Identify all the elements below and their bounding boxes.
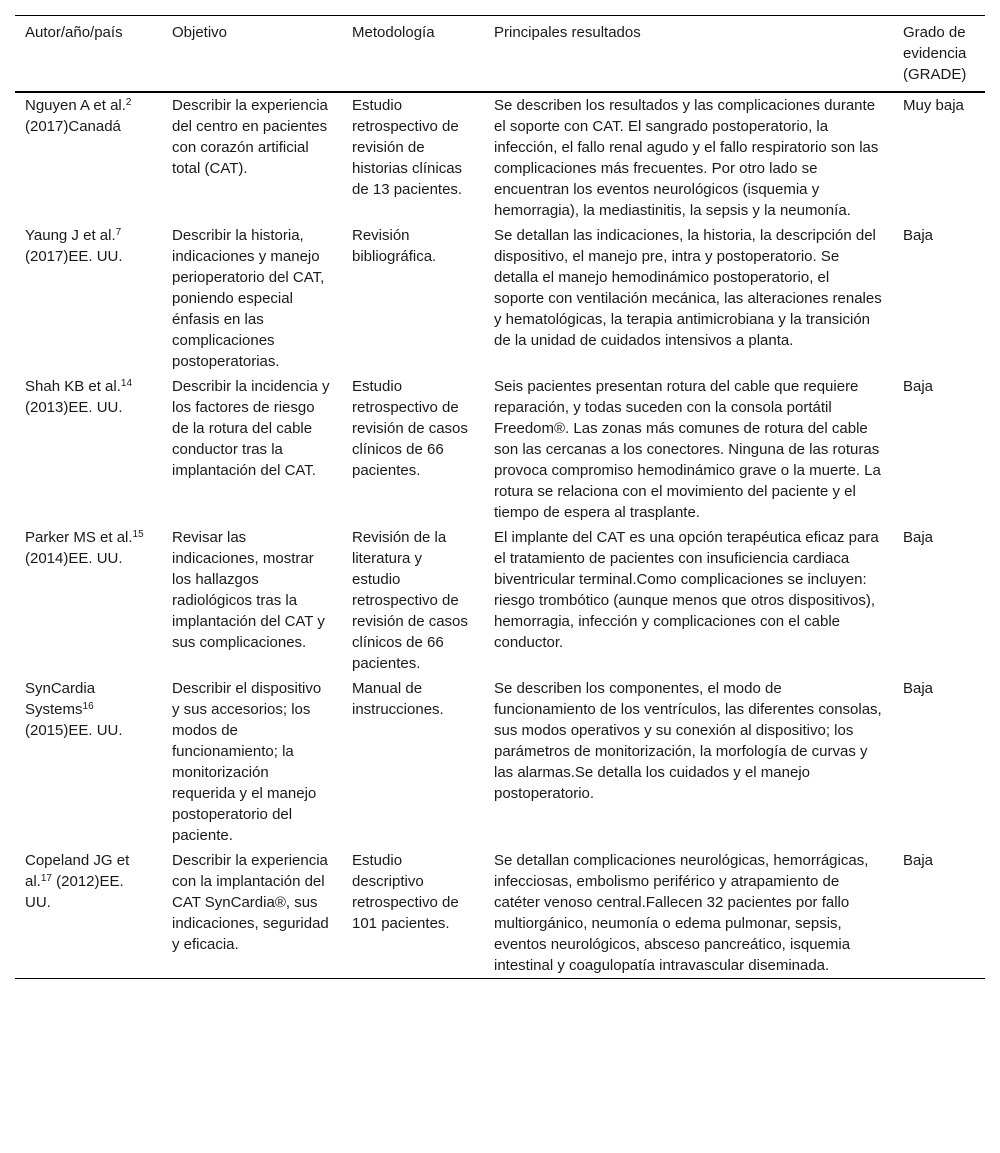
cell-objective: Revisar las indicaciones, mostrar los hallazgos radiológicos tras la implantación del CAT y sus complicaciones. <box>172 529 325 651</box>
table-row <box>15 223 985 374</box>
reference-number: 2 <box>125 97 132 108</box>
cell-results: Se detallan las indicaciones, la historia, la descripción del dispositivo, el manejo pre, intra y postoperatorio. Se detalla el manejo hemodinámico postoperatorio, el soporte con ventilación mecánica, las alteraciones renales y hematológicas, la terapia antimicrobiana y la transición de la unidad de cuidados intensivos a planta. <box>494 227 882 349</box>
author-name: Shah KB et al. <box>25 378 121 395</box>
cell-results: Se detallan complicaciones neurológicas, hemorrágicas, infecciosas, embolismo periférico y atrapamiento de catéter venoso central.Fallecen 32 pacientes por fallo multiorgánico, neumonía o edema pulmonar, sepsis, eventos neurológicos, absceso pancreático, isquemia intestinal y coagulopatía intravascular diseminada. <box>494 852 869 974</box>
cell-results: Se describen los componentes, el modo de funcionamiento de los ventrículos, las diferentes consolas, sus modos operativos y su conexión al dispositivo; los parámetros de monitorización, la morfología de curvas y las alarmas.Se detalla los cuidados y el manejo postoperatorio. <box>494 680 882 802</box>
cell-author <box>15 374 162 525</box>
reference-number: 16 <box>82 701 94 712</box>
table-row <box>15 92 985 223</box>
header-row <box>15 16 985 93</box>
table-body <box>15 92 985 979</box>
cell-evidence: Baja <box>903 680 934 697</box>
cell-results: Se describen los resultados y las complicaciones durante el soporte con CAT. El sangrado postoperatorio, la infección, el fallo renal agudo y el fallo respiratorio son las complicaciones más frecuentes. Por otro lado se encuentran los eventos neurológicos (isquemia y hemorragia), la mediastinitis, la sepsis y la neumonía. <box>494 97 879 219</box>
author-year-country: (2014)EE. UU. <box>25 550 123 567</box>
cell-objective: Describir el dispositivo y sus accesorios; los modos de funcionamiento; la monitorización requerida y el manejo postoperatorio del paciente. <box>172 680 322 844</box>
author-year-country: (2013)EE. UU. <box>25 399 123 416</box>
table-row <box>15 525 985 676</box>
cell-objective: Describir la incidencia y los factores de riesgo de la rotura del cable conductor tras la implantación del CAT. <box>172 378 330 479</box>
reference-number: 14 <box>120 378 133 389</box>
header-objective: Objetivo <box>172 24 228 41</box>
cell-methodology: Estudio retrospectivo de revisión de historias clínicas de 13 pacientes. <box>352 97 463 198</box>
cell-evidence: Baja <box>903 378 934 395</box>
cell-author <box>15 848 162 979</box>
author-name: Copeland JG et al. <box>25 852 130 890</box>
table-header <box>15 16 985 93</box>
cell-objective: Describir la historia, indicaciones y manejo perioperatorio del CAT, poniendo especial énfasis en las complicaciones postoperatorias. <box>172 227 325 370</box>
cell-methodology: Manual de instrucciones. <box>352 680 444 718</box>
header-methodology: Metodología <box>352 24 435 41</box>
cell-author <box>15 92 162 223</box>
author-name: Parker MS et al. <box>25 529 133 546</box>
author-year-country: (2015)EE. UU. <box>25 722 123 739</box>
cell-evidence: Baja <box>903 227 934 244</box>
cell-methodology: Revisión bibliográfica. <box>352 227 437 265</box>
table-row <box>15 374 985 525</box>
cell-methodology: Estudio descriptivo retrospectivo de 101 pacientes. <box>352 852 459 932</box>
cell-evidence: Muy baja <box>903 97 964 114</box>
cell-author <box>15 223 162 374</box>
cell-author <box>15 676 162 848</box>
header-evidence: Grado de evidencia (GRADE) <box>903 24 967 83</box>
author-year-country: (2017)Canadá <box>25 118 121 135</box>
cell-results: El implante del CAT es una opción terapéutica eficaz para el tratamiento de pacientes con insuficiencia cardiaca biventricular terminal.Como complicaciones se incluyen: riesgo trombótico (aunque menos que otros dispositivos), hemorragia, infección y complicaciones con el cable conductor. <box>494 529 879 651</box>
cell-evidence: Baja <box>903 852 934 869</box>
cell-evidence: Baja <box>903 529 934 546</box>
cell-objective: Describir la experiencia del centro en pacientes con corazón artificial total (CAT). <box>172 97 328 177</box>
cell-methodology: Estudio retrospectivo de revisión de casos clínicos de 66 pacientes. <box>352 378 468 479</box>
reference-number: 17 <box>40 873 52 884</box>
evidence-table <box>15 15 985 979</box>
reference-number: 7 <box>115 227 122 238</box>
author-name: Yaung J et al. <box>25 227 116 244</box>
header-author: Autor/año/país <box>25 24 123 41</box>
reference-number: 15 <box>132 529 144 540</box>
cell-results: Seis pacientes presentan rotura del cable que requiere reparación, y todas suceden con la consola portátil Freedom®. Las zonas más comunes de rotura del cable son las cercanas a los conectores. Ninguna de las roturas provoca compromiso hemodinámico grave o la muerte. La rotura se relaciona con el movimiento del paciente y el tiempo de espera al trasplante. <box>494 378 881 521</box>
cell-methodology: Revisión de la literatura y estudio retrospectivo de revisión de casos clínicos de 66 pacientes. <box>352 529 468 672</box>
author-year-country: (2017)EE. UU. <box>25 248 123 265</box>
header-results: Principales resultados <box>494 24 641 41</box>
author-year-country: (2012)EE. UU. <box>25 873 124 911</box>
table-row <box>15 676 985 848</box>
author-name: Nguyen A et al. <box>25 97 126 114</box>
author-name: SynCardia Systems <box>25 680 96 718</box>
table-row <box>15 848 985 979</box>
cell-author <box>15 525 162 676</box>
cell-objective: Describir la experiencia con la implantación del CAT SynCardia®, sus indicaciones, seguridad y eficacia. <box>172 852 329 953</box>
